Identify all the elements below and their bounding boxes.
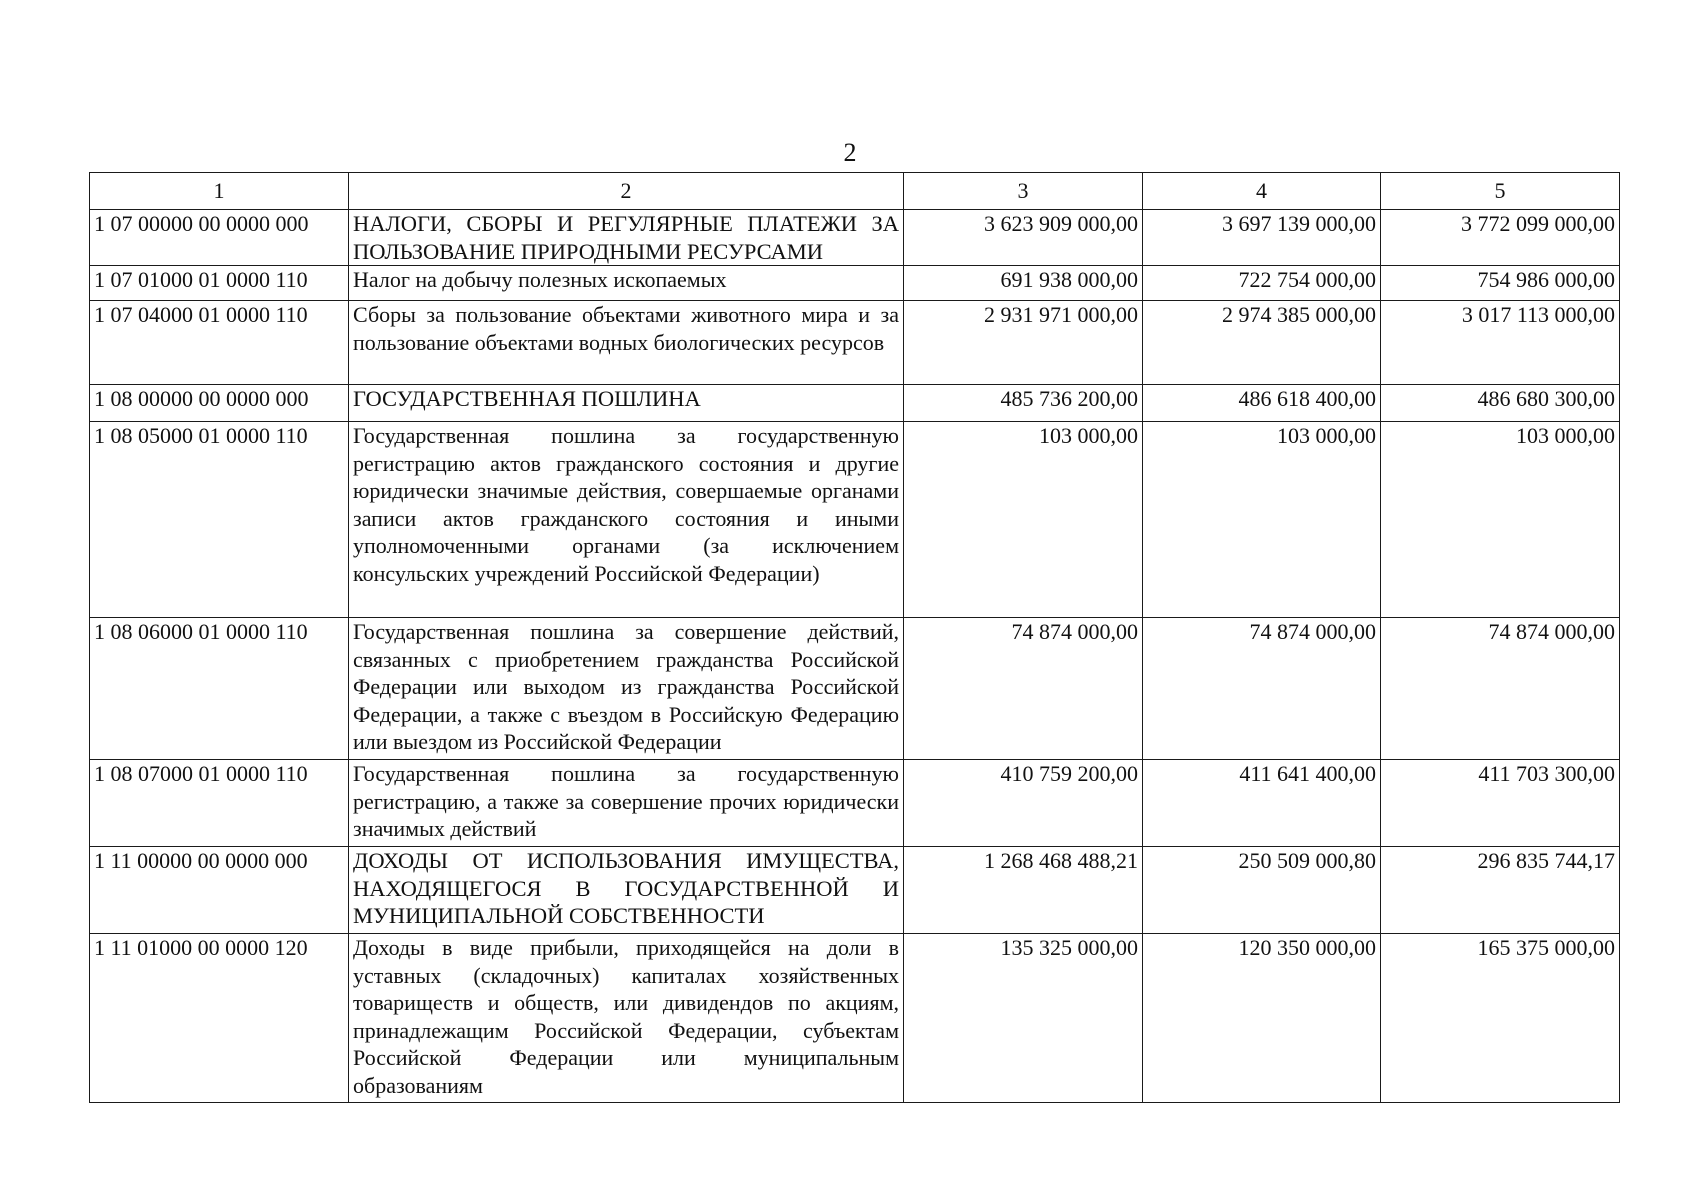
budget-code: 1 07 00000 00 0000 000 (90, 210, 349, 266)
table-row (90, 422, 1620, 618)
amount-col3: 485 736 200,00 (904, 385, 1143, 422)
amount-col5: 3 017 113 000,00 (1381, 301, 1620, 385)
amount-col4: 3 697 139 000,00 (1143, 210, 1381, 266)
revenue-name: НАЛОГИ, СБОРЫ И РЕГУЛЯРНЫЕ ПЛАТЕЖИ ЗА ПОЛЬЗОВАНИЕ ПРИРОДНЫМИ РЕСУРСАМИ (349, 210, 904, 266)
budget-code: 1 07 01000 01 0000 110 (90, 266, 349, 301)
table-row (90, 210, 1620, 266)
amount-col5: 3 772 099 000,00 (1381, 210, 1620, 266)
amount-col4: 250 509 000,80 (1143, 847, 1381, 934)
amount-col5: 165 375 000,00 (1381, 934, 1620, 1103)
amount-col4: 486 618 400,00 (1143, 385, 1381, 422)
revenue-table (89, 172, 1620, 1103)
revenue-name: Сборы за пользование объектами животного мира и за пользование объектами водных биологических ресурсов (349, 301, 904, 385)
budget-code: 1 08 00000 00 0000 000 (90, 385, 349, 422)
revenue-name: ГОСУДАРСТВЕННАЯ ПОШЛИНА (349, 385, 904, 422)
amount-col5: 486 680 300,00 (1381, 385, 1620, 422)
page-number: 2 (843, 138, 857, 167)
amount-col5: 411 703 300,00 (1381, 760, 1620, 847)
amount-col3: 3 623 909 000,00 (904, 210, 1143, 266)
column-header-2: 2 (349, 173, 904, 210)
budget-code: 1 07 04000 01 0000 110 (90, 301, 349, 385)
revenue-name: Налог на добычу полезных ископаемых (349, 266, 904, 301)
column-header-5: 5 (1381, 173, 1620, 210)
table-row (90, 934, 1620, 1103)
table-row (90, 266, 1620, 301)
table-header-row (90, 173, 1620, 210)
table-row (90, 760, 1620, 847)
amount-col3: 1 268 468 488,21 (904, 847, 1143, 934)
budget-code: 1 08 05000 01 0000 110 (90, 422, 349, 618)
table-row (90, 847, 1620, 934)
column-header-3: 3 (904, 173, 1143, 210)
column-header-1: 1 (90, 173, 349, 210)
table-row (90, 385, 1620, 422)
amount-col4: 2 974 385 000,00 (1143, 301, 1381, 385)
budget-code: 1 11 01000 00 0000 120 (90, 934, 349, 1103)
revenue-name: Государственная пошлина за совершение действий, связанных с приобретением гражданства Российской Федерации или выходом из гражданства Российской Федерации, а также с въездом в Российскую Федерацию или выездом из Российской Федерации (349, 618, 904, 760)
amount-col4: 120 350 000,00 (1143, 934, 1381, 1103)
amount-col5: 74 874 000,00 (1381, 618, 1620, 760)
amount-col3: 103 000,00 (904, 422, 1143, 618)
amount-col4: 722 754 000,00 (1143, 266, 1381, 301)
column-header-4: 4 (1143, 173, 1381, 210)
budget-code: 1 08 06000 01 0000 110 (90, 618, 349, 760)
revenue-name: ДОХОДЫ ОТ ИСПОЛЬЗОВАНИЯ ИМУЩЕСТВА, НАХОДЯЩЕГОСЯ В ГОСУДАРСТВЕННОЙ И МУНИЦИПАЛЬНОЙ СОБСТВЕННОСТИ (349, 847, 904, 934)
amount-col4: 411 641 400,00 (1143, 760, 1381, 847)
amount-col5: 296 835 744,17 (1381, 847, 1620, 934)
amount-col3: 2 931 971 000,00 (904, 301, 1143, 385)
table-row (90, 618, 1620, 760)
table-row (90, 301, 1620, 385)
amount-col4: 74 874 000,00 (1143, 618, 1381, 760)
budget-code: 1 08 07000 01 0000 110 (90, 760, 349, 847)
amount-col3: 74 874 000,00 (904, 618, 1143, 760)
amount-col5: 754 986 000,00 (1381, 266, 1620, 301)
amount-col3: 691 938 000,00 (904, 266, 1143, 301)
amount-col3: 410 759 200,00 (904, 760, 1143, 847)
budget-code: 1 11 00000 00 0000 000 (90, 847, 349, 934)
revenue-name: Государственная пошлина за государственную регистрацию, а также за совершение прочих юридически значимых действий (349, 760, 904, 847)
revenue-name: Доходы в виде прибыли, приходящейся на доли в уставных (складочных) капиталах хозяйственных товариществ и обществ, или дивидендов по акциям, принадлежащим Российской Федерации, субъектам Российской Федерации или муниципальным образованиям (349, 934, 904, 1103)
amount-col5: 103 000,00 (1381, 422, 1620, 618)
amount-col3: 135 325 000,00 (904, 934, 1143, 1103)
revenue-name: Государственная пошлина за государственную регистрацию актов гражданского состояния и другие юридически значимые действия, совершаемые органами записи актов гражданского состояния и иными уполномоченными органами (за исключением консульских учреждений Российской Федерации) (349, 422, 904, 618)
amount-col4: 103 000,00 (1143, 422, 1381, 618)
